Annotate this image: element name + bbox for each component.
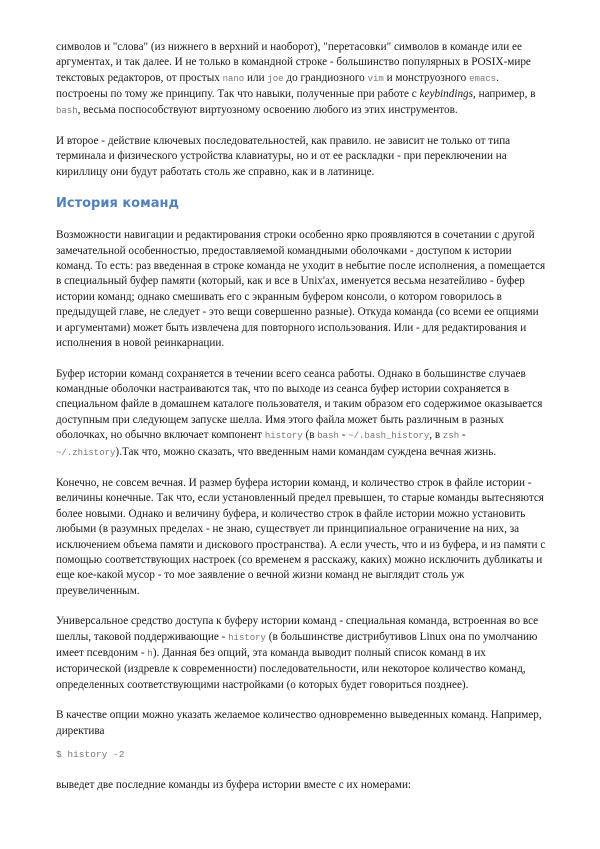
text-run: до грандиозного	[283, 71, 368, 84]
inline-code-history: history	[264, 431, 303, 442]
inline-code-nano: nano	[222, 73, 245, 84]
text-run: символов и "слова" (из нижнего в верхний и наоборот), "перетасовки" символов в команде или ее аргументах, и так далее. И не только в командной строке - большинство популярных в POSIX-мире текстовых редакторов, от простых	[56, 41, 531, 84]
text-run: (в большинстве дистрибутивов Linux она по умолчанию имеет псевдоним -	[56, 630, 538, 659]
text-run: -	[338, 429, 349, 442]
text-run: , например, в	[473, 88, 536, 101]
text-run: Буфер истории команд сохраняется в течении всего сеанса работы. Однако в большинстве случаев командные оболочки настраиваются так, что по выходе из сеанса буфер истории сохраняется в специальном файле в домашнем каталоге пользователя, и таким образом его содержимое оказывается доступным при следующем запуске шелла. Имя этого файла может быть различным в разных оболочках, но обычно включает компонент	[56, 367, 543, 442]
section-heading-history: История команд	[56, 196, 179, 212]
paragraph-history-file	[56, 367, 546, 461]
paragraph-history-output: выведет две последние команды из буфера истории вместе с их номерами:	[56, 779, 412, 792]
inline-code-bash: bash	[317, 431, 339, 442]
text-run: -	[459, 429, 466, 442]
text-run: , весьма поспособствуют виртуозному освоению любого из этих инструментов.	[77, 103, 458, 116]
inline-code-vim: vim	[367, 73, 384, 84]
paragraph-layout-independence: И второе - действие ключевых последовательностей, как правило. не зависит не только от типа терминала и физического устройства клавиатуры, но и от ее раскладки - при переключении на кириллицу они будут работать столь же справно, как и в латинице.	[56, 135, 511, 178]
inline-code-zsh: zsh	[442, 431, 460, 442]
paragraph-history-command	[56, 614, 546, 693]
paragraph-history-limits: Конечно, не совсем вечная. И размер буфера истории команд, и количество строк в файле истории - величины конечные. Так что, если установленный предел превышен, то старые команды вытесняются более новыми. Однако и величину буфера, и количество строк в файле истории можно установить любыми (в разумных пределах - не знаю, существует ли принципиальное ограничение на них, за исключением объема памяти и дискового пространства). А если учесть, что и из буфера, и из памяти с помощью соответствующих настроек (со временем я расскажу, каких) можно исключить дубликаты и еще кое-какой мусор - то мое заявление о вечной жизни команд не выглядит столь уж преувеличенным.	[56, 476, 546, 597]
inline-code-bash: bash	[56, 105, 78, 116]
inline-code-joe: joe	[267, 73, 284, 84]
paragraph-history-option: В качестве опции можно указать желаемое количество одновременно выведенных команд. Например, директива	[56, 709, 542, 737]
text-run: или	[244, 71, 268, 84]
inline-code-bash-history-path: ~/.bash_history	[348, 431, 430, 442]
text-run: (в	[302, 429, 318, 442]
inline-code-emacs: emacs	[469, 73, 497, 84]
text-run: ). Данная без опций, эта команда выводит полный список команд в их исторической (издревле к современности) последовательности, или некоторое количество команд, определенных соответствующими настройками (о которых будет говориться позднее).	[56, 647, 526, 691]
paragraph-keybindings	[56, 40, 546, 119]
inline-code-zhistory-path: ~/.zhistory	[56, 447, 116, 458]
text-run: ).Так что, можно сказать, что введенным нами командам суждена вечная жизнь.	[115, 445, 497, 458]
inline-code-history: history	[228, 632, 266, 643]
italic-term-keybindings: keybindings	[419, 88, 473, 101]
inline-code-h: h	[147, 649, 153, 659]
text-run: , в	[429, 429, 443, 442]
document-body	[56, 40, 546, 808]
text-run: Универсальное средство доступа к буферу истории команд - специальная команда, встроенная во все шеллы, таковой поддерживающие -	[56, 615, 539, 643]
text-run: . построены по тому же принципу. Так что навыки, полученные при работе с	[56, 71, 499, 101]
paragraph-history-intro: Возможности навигации и редактирования строки особенно ярко проявляются в сочетании с другой замечательной особенностью, предоставляемой командными оболочками - доступом к истории команд. То есть: раз введенная в строке команда не уходит в небытие после исполнения, а помещается в специальный буфер памяти (который, как и все в Unix'ах, именуется весьма незатейливо - буфер истории команд; однако смешивать его с экранным буфером консоли, о котором говорилось в предыдущей главе, не следует - это вещи совершенно разные). Откуда команда (со всеми ее опциями и аргументами) может быть извлечена для повторного использования. Или - для редактирования и исполнения в новой реинкарнации.	[56, 229, 546, 350]
text-run: и монструозного	[383, 71, 470, 84]
code-example: $ history -2	[56, 749, 125, 761]
